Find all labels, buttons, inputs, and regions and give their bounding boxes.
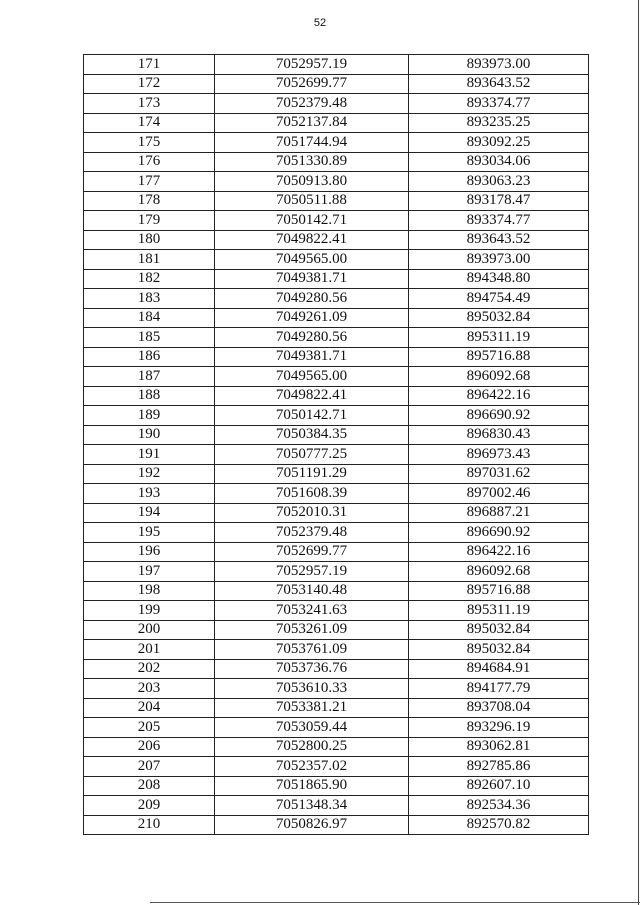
- point-number-cell: 202: [84, 659, 215, 679]
- x-coordinate-cell: 7053059.44: [215, 718, 409, 738]
- x-coordinate-cell: 7053140.48: [215, 581, 409, 601]
- x-coordinate-cell: 7049822.41: [215, 230, 409, 250]
- y-coordinate-cell: 893063.23: [409, 172, 589, 192]
- table-row: [84, 737, 589, 757]
- x-coordinate-cell: 7051608.39: [215, 484, 409, 504]
- x-coordinate-cell: 7053736.76: [215, 659, 409, 679]
- x-coordinate-cell: 7053241.63: [215, 601, 409, 621]
- point-number-cell: 191: [84, 445, 215, 465]
- x-coordinate-cell: 7052010.31: [215, 503, 409, 523]
- x-coordinate-cell: 7051744.94: [215, 133, 409, 153]
- y-coordinate-cell: 892570.82: [409, 815, 589, 835]
- table-row: [84, 698, 589, 718]
- table-row: [84, 328, 589, 348]
- x-coordinate-cell: 7049280.56: [215, 289, 409, 309]
- point-number-cell: 178: [84, 191, 215, 211]
- y-coordinate-cell: 895716.88: [409, 347, 589, 367]
- page-edge-line-bottom: [150, 902, 640, 903]
- table-row: [84, 542, 589, 562]
- y-coordinate-cell: 895032.84: [409, 640, 589, 660]
- x-coordinate-cell: 7052357.02: [215, 757, 409, 777]
- point-number-cell: 199: [84, 601, 215, 621]
- y-coordinate-cell: 896092.68: [409, 367, 589, 387]
- table-row: [84, 367, 589, 387]
- point-number-cell: 188: [84, 386, 215, 406]
- y-coordinate-cell: 895032.84: [409, 308, 589, 328]
- table-row: [84, 308, 589, 328]
- table-row: [84, 659, 589, 679]
- point-number-cell: 181: [84, 250, 215, 270]
- table-row: [84, 211, 589, 231]
- point-number-cell: 182: [84, 269, 215, 289]
- point-number-cell: 185: [84, 328, 215, 348]
- x-coordinate-cell: 7050511.88: [215, 191, 409, 211]
- y-coordinate-cell: 893708.04: [409, 698, 589, 718]
- x-coordinate-cell: 7051865.90: [215, 776, 409, 796]
- y-coordinate-cell: 896690.92: [409, 523, 589, 543]
- x-coordinate-cell: 7049261.09: [215, 308, 409, 328]
- y-coordinate-cell: 896887.21: [409, 503, 589, 523]
- y-coordinate-cell: 894348.80: [409, 269, 589, 289]
- y-coordinate-cell: 893973.00: [409, 55, 589, 75]
- x-coordinate-cell: 7050913.80: [215, 172, 409, 192]
- page-edge-line-right: [638, 0, 639, 905]
- table-row: [84, 776, 589, 796]
- point-number-cell: 177: [84, 172, 215, 192]
- y-coordinate-cell: 893643.52: [409, 230, 589, 250]
- y-coordinate-cell: 896422.16: [409, 542, 589, 562]
- coordinates-table-body: [84, 55, 589, 835]
- x-coordinate-cell: 7049565.00: [215, 250, 409, 270]
- x-coordinate-cell: 7052957.19: [215, 55, 409, 75]
- x-coordinate-cell: 7053761.09: [215, 640, 409, 660]
- y-coordinate-cell: 893178.47: [409, 191, 589, 211]
- page-number: 52: [313, 17, 327, 29]
- point-number-cell: 186: [84, 347, 215, 367]
- x-coordinate-cell: 7052699.77: [215, 542, 409, 562]
- table-row: [84, 289, 589, 309]
- point-number-cell: 184: [84, 308, 215, 328]
- x-coordinate-cell: 7052800.25: [215, 737, 409, 757]
- y-coordinate-cell: 893374.77: [409, 94, 589, 114]
- table-row: [84, 620, 589, 640]
- point-number-cell: 183: [84, 289, 215, 309]
- table-row: [84, 503, 589, 523]
- x-coordinate-cell: 7052379.48: [215, 523, 409, 543]
- point-number-cell: 196: [84, 542, 215, 562]
- x-coordinate-cell: 7050777.25: [215, 445, 409, 465]
- y-coordinate-cell: 893092.25: [409, 133, 589, 153]
- table-row: [84, 191, 589, 211]
- point-number-cell: 205: [84, 718, 215, 738]
- y-coordinate-cell: 896973.43: [409, 445, 589, 465]
- table-row: [84, 679, 589, 699]
- x-coordinate-cell: 7049381.71: [215, 347, 409, 367]
- point-number-cell: 175: [84, 133, 215, 153]
- x-coordinate-cell: 7052379.48: [215, 94, 409, 114]
- table-row: [84, 230, 589, 250]
- table-row: [84, 581, 589, 601]
- table-row: [84, 347, 589, 367]
- y-coordinate-cell: 895311.19: [409, 328, 589, 348]
- y-coordinate-cell: 896690.92: [409, 406, 589, 426]
- y-coordinate-cell: 896830.43: [409, 425, 589, 445]
- point-number-cell: 197: [84, 562, 215, 582]
- x-coordinate-cell: 7053381.21: [215, 698, 409, 718]
- point-number-cell: 209: [84, 796, 215, 816]
- y-coordinate-cell: 892534.36: [409, 796, 589, 816]
- point-number-cell: 195: [84, 523, 215, 543]
- point-number-cell: 176: [84, 152, 215, 172]
- table-row: [84, 815, 589, 835]
- table-row: [84, 484, 589, 504]
- point-number-cell: 204: [84, 698, 215, 718]
- y-coordinate-cell: 892785.86: [409, 757, 589, 777]
- y-coordinate-cell: 893374.77: [409, 211, 589, 231]
- point-number-cell: 210: [84, 815, 215, 835]
- y-coordinate-cell: 893643.52: [409, 74, 589, 94]
- y-coordinate-cell: 893973.00: [409, 250, 589, 270]
- table-row: [84, 250, 589, 270]
- x-coordinate-cell: 7052957.19: [215, 562, 409, 582]
- y-coordinate-cell: 893296.19: [409, 718, 589, 738]
- point-number-cell: 208: [84, 776, 215, 796]
- point-number-cell: 198: [84, 581, 215, 601]
- table-row: [84, 269, 589, 289]
- x-coordinate-cell: 7049565.00: [215, 367, 409, 387]
- table-row: [84, 74, 589, 94]
- y-coordinate-cell: 893034.06: [409, 152, 589, 172]
- table-row: [84, 464, 589, 484]
- table-row: [84, 523, 589, 543]
- x-coordinate-cell: 7050826.97: [215, 815, 409, 835]
- x-coordinate-cell: 7052137.84: [215, 113, 409, 133]
- table-row: [84, 172, 589, 192]
- table-row: [84, 640, 589, 660]
- y-coordinate-cell: 896092.68: [409, 562, 589, 582]
- point-number-cell: 173: [84, 94, 215, 114]
- point-number-cell: 203: [84, 679, 215, 699]
- x-coordinate-cell: 7050142.71: [215, 211, 409, 231]
- point-number-cell: 174: [84, 113, 215, 133]
- x-coordinate-cell: 7051348.34: [215, 796, 409, 816]
- table-row: [84, 133, 589, 153]
- table-row: [84, 55, 589, 75]
- table-row: [84, 796, 589, 816]
- point-number-cell: 171: [84, 55, 215, 75]
- table-row: [84, 152, 589, 172]
- coordinates-table: [83, 54, 589, 835]
- table-row: [84, 113, 589, 133]
- y-coordinate-cell: 895032.84: [409, 620, 589, 640]
- point-number-cell: 189: [84, 406, 215, 426]
- x-coordinate-cell: 7050384.35: [215, 425, 409, 445]
- x-coordinate-cell: 7053610.33: [215, 679, 409, 699]
- y-coordinate-cell: 896422.16: [409, 386, 589, 406]
- y-coordinate-cell: 892607.10: [409, 776, 589, 796]
- x-coordinate-cell: 7052699.77: [215, 74, 409, 94]
- point-number-cell: 190: [84, 425, 215, 445]
- table-row: [84, 425, 589, 445]
- x-coordinate-cell: 7051191.29: [215, 464, 409, 484]
- x-coordinate-cell: 7053261.09: [215, 620, 409, 640]
- point-number-cell: 192: [84, 464, 215, 484]
- x-coordinate-cell: 7050142.71: [215, 406, 409, 426]
- point-number-cell: 200: [84, 620, 215, 640]
- table-row: [84, 445, 589, 465]
- table-row: [84, 757, 589, 777]
- y-coordinate-cell: 897031.62: [409, 464, 589, 484]
- table-row: [84, 406, 589, 426]
- y-coordinate-cell: 893062.81: [409, 737, 589, 757]
- y-coordinate-cell: 895716.88: [409, 581, 589, 601]
- point-number-cell: 179: [84, 211, 215, 231]
- y-coordinate-cell: 897002.46: [409, 484, 589, 504]
- table-row: [84, 601, 589, 621]
- point-number-cell: 187: [84, 367, 215, 387]
- table-row: [84, 562, 589, 582]
- table-row: [84, 718, 589, 738]
- table-row: [84, 386, 589, 406]
- y-coordinate-cell: 894754.49: [409, 289, 589, 309]
- point-number-cell: 194: [84, 503, 215, 523]
- x-coordinate-cell: 7049822.41: [215, 386, 409, 406]
- point-number-cell: 193: [84, 484, 215, 504]
- x-coordinate-cell: 7049381.71: [215, 269, 409, 289]
- point-number-cell: 172: [84, 74, 215, 94]
- y-coordinate-cell: 894684.91: [409, 659, 589, 679]
- point-number-cell: 206: [84, 737, 215, 757]
- point-number-cell: 207: [84, 757, 215, 777]
- x-coordinate-cell: 7051330.89: [215, 152, 409, 172]
- table-row: [84, 94, 589, 114]
- y-coordinate-cell: 893235.25: [409, 113, 589, 133]
- point-number-cell: 201: [84, 640, 215, 660]
- y-coordinate-cell: 895311.19: [409, 601, 589, 621]
- y-coordinate-cell: 894177.79: [409, 679, 589, 699]
- point-number-cell: 180: [84, 230, 215, 250]
- x-coordinate-cell: 7049280.56: [215, 328, 409, 348]
